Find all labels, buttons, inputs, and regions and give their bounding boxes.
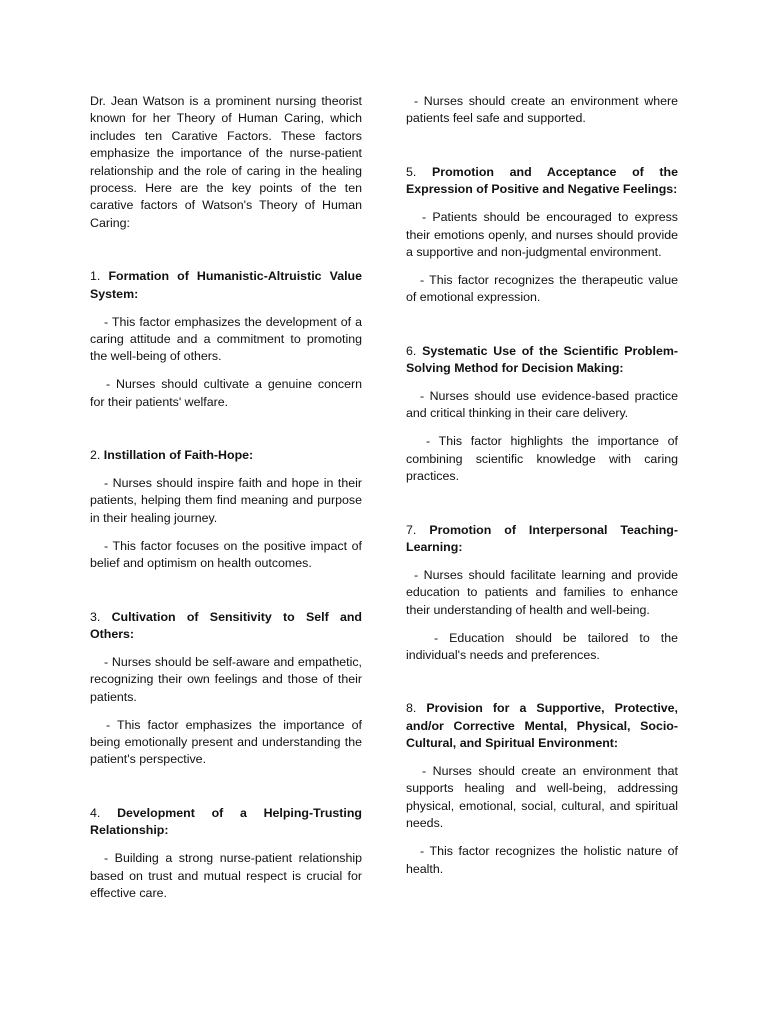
factor-4-point-1: - Building a strong nurse-patient relationship based on trust and mutual respect is crucial for effective care. <box>90 851 362 900</box>
factor-number: 1. <box>90 269 101 284</box>
factor-5-point-2: - This factor recognizes the therapeutic value of emotional expression. <box>406 272 678 305</box>
factor-6-heading <box>406 343 678 378</box>
factor-2-point-1: - Nurses should inspire faith and hope in their patients, helping them find meaning and purpose in their healing journey. <box>90 476 362 525</box>
factor-8-point-1: - Nurses should create an environment that supports healing and well-being, addressing physical, emotional, social, cultural, and spiritual needs. <box>406 764 678 831</box>
factor-6-point-2: - This factor highlights the importance of combining scientific knowledge with caring practices. <box>406 434 678 484</box>
factor-number: 5. <box>406 164 417 179</box>
factor-number: 7. <box>406 522 417 537</box>
factor-title: Promotion of Interpersonal Teaching-Learning: <box>406 522 678 554</box>
factor-number: 6. <box>406 343 417 358</box>
factor-7-point-1: - Nurses should facilitate learning and provide education to patients and families to enhance their understanding of health and well-being. <box>406 567 678 617</box>
factor-title: Cultivation of Sensitivity to Self and Others: <box>90 609 362 641</box>
factor-1-heading <box>90 268 362 303</box>
factor-title: Systematic Use of the Scientific Problem-Solving Method for Decision Making: <box>406 343 678 376</box>
factor-5-point-1: - Patients should be encouraged to express their emotions openly, and nurses should provide a supportive and non-judgmental environment. <box>406 210 678 259</box>
factor-title: Development of a Helping-Trusting Relationship: <box>90 805 362 838</box>
factor-8-point-2: - This factor recognizes the holistic nature of health. <box>406 844 678 876</box>
right-column <box>406 93 678 889</box>
factor-title: Instillation of Faith-Hope: <box>103 448 254 463</box>
intro-paragraph: Dr. Jean Watson is a prominent nursing theorist known for her Theory of Human Caring, which includes ten Carative Factors. These factors emphasize the importance of the nurse-patient relationship and the role of caring in the healing process. Here are the key points of the ten carative factors of Watson's Theory of Human Caring: <box>90 94 362 230</box>
factor-title: Provision for a Supportive, Protective, and/or Corrective Mental, Physical, Socio-Cultural, and Spiritual Environment: <box>406 701 678 751</box>
factor-title: Formation of Humanistic-Altruistic Value System: <box>90 269 362 301</box>
factor-3-point-1: - Nurses should be self-aware and empathetic, recognizing their own feelings and those of their patients. <box>90 654 362 704</box>
factor-3-point-2: - This factor emphasizes the importance of being emotionally present and understanding the patient's perspective. <box>90 717 362 767</box>
factor-8-heading <box>406 700 678 752</box>
factor-1-point-1: - This factor emphasizes the development of a caring attitude and a commitment to promoting the well-being of others. <box>90 314 362 364</box>
factor-title: Promotion and Acceptance of the Expression of Positive and Negative Feelings: <box>406 164 679 197</box>
factor-number: 4. <box>90 805 101 820</box>
factor-6-point-1: - Nurses should use evidence-based practice and critical thinking in their care delivery. <box>406 388 678 421</box>
factor-3-heading <box>90 609 362 644</box>
factor-1-point-2: - Nurses should cultivate a genuine concern for their patients' welfare. <box>90 377 362 409</box>
factor-4-heading <box>90 805 362 840</box>
left-column <box>90 93 362 913</box>
factor-2-heading <box>90 447 362 464</box>
factor-4-point-2: - Nurses should create an environment where patients feel safe and supported. <box>406 94 678 126</box>
factor-5-heading <box>406 164 678 199</box>
factor-number: 3. <box>90 609 101 624</box>
factor-7-heading <box>406 522 678 557</box>
factor-number: 2. <box>90 448 101 463</box>
factor-number: 8. <box>406 701 417 716</box>
factor-2-point-2: - This factor focuses on the positive impact of belief and optimism on health outcomes. <box>90 538 362 571</box>
factor-7-point-2: - Education should be tailored to the individual's needs and preferences. <box>406 630 678 662</box>
